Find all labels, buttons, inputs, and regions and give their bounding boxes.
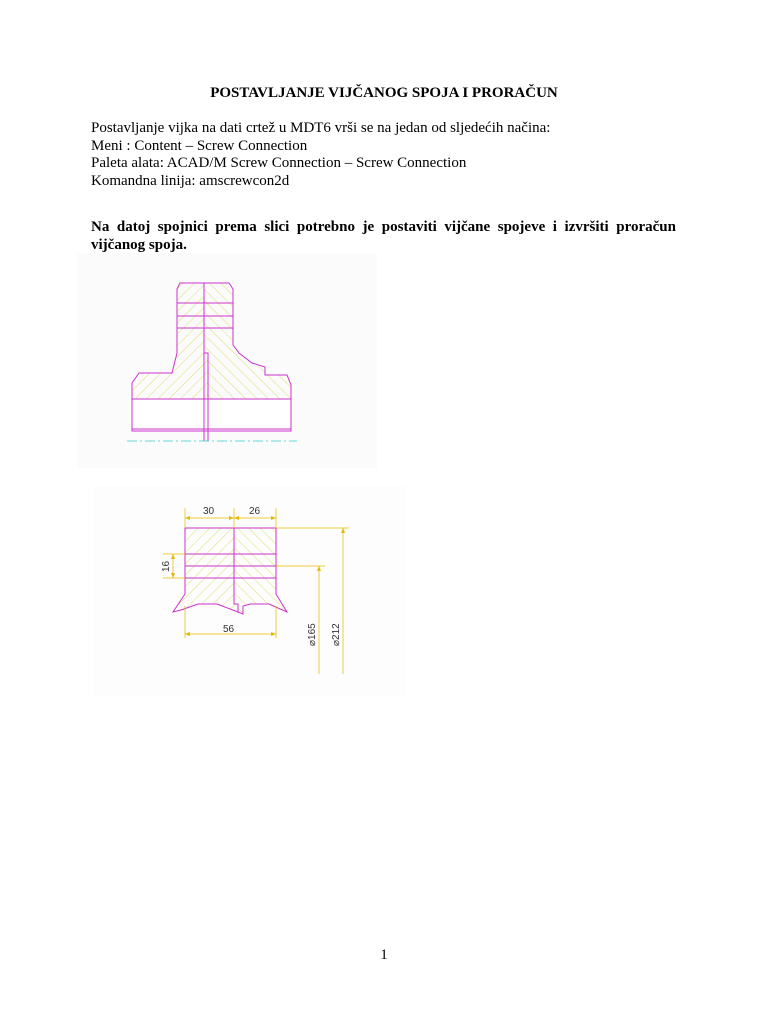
task-paragraph: Na datoj spojnici prema slici potrebno je postaviti vijčane spojeve i izvršiti proračun vijčanog spoja. [91, 219, 676, 253]
intro-line-palette: Paleta alata: ACAD/M Screw Connection – Screw Connection [91, 155, 467, 171]
dim-label-d212: ⌀212 [331, 623, 342, 646]
coupling-section-drawing [77, 253, 377, 468]
intro-line-menu: Meni : Content – Screw Connection [91, 137, 308, 154]
intro-text [91, 120, 681, 190]
document-title: POSTAVLJANJE VIJČANOG SPOJA I PRORAČUN [210, 85, 558, 101]
dim-label-26: 26 [249, 506, 261, 517]
page-number: 1 [380, 947, 388, 963]
intro-line: Postavljanje vijka na dati crtež u MDT6 vrši se na jedan od sljedećih načina: [91, 120, 551, 136]
intro-line-command: Komandna linija: amscrewcon2d [91, 172, 290, 189]
dim-label-d165: ⌀165 [307, 623, 318, 646]
dim-label-56: 56 [223, 624, 235, 635]
dim-label-30: 30 [203, 506, 215, 517]
dim-label-16: 16 [161, 560, 172, 572]
dimensioned-detail-drawing [93, 486, 405, 696]
